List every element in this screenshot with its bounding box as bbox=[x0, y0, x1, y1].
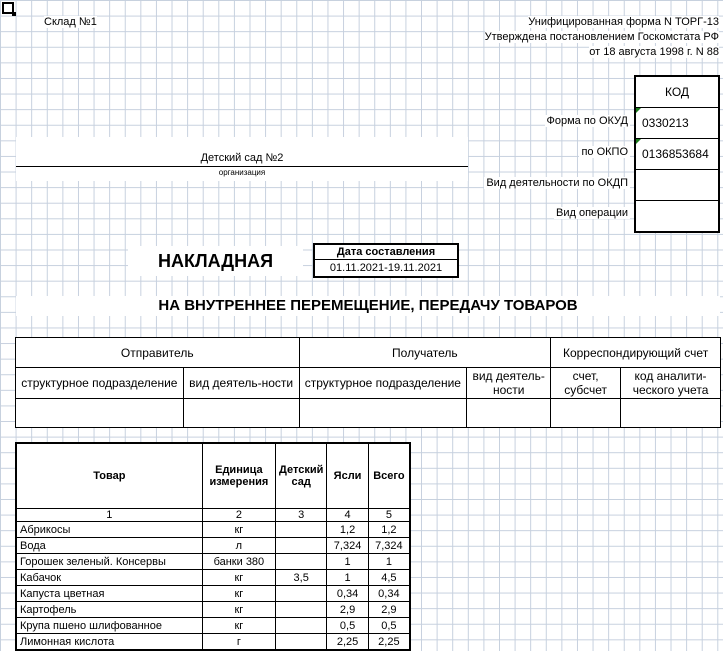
table-row bbox=[16, 602, 410, 618]
nursery-qty-cell[interactable]: 2,25 bbox=[327, 634, 368, 651]
total-qty-cell[interactable]: 2,9 bbox=[368, 602, 410, 618]
total-qty-cell[interactable]: 1 bbox=[368, 554, 410, 570]
unit-cell[interactable]: кг bbox=[202, 586, 275, 602]
table-row bbox=[16, 586, 410, 602]
operation-code-cell[interactable] bbox=[636, 201, 718, 231]
kindergarten-qty-cell[interactable] bbox=[276, 538, 327, 554]
table-row bbox=[16, 554, 410, 570]
nursery-qty-cell[interactable]: 2,9 bbox=[327, 602, 368, 618]
col-header-product: Товар bbox=[16, 443, 202, 509]
code-header: КОД bbox=[636, 77, 718, 108]
okud-label: Форма по ОКУД bbox=[546, 115, 628, 127]
col-header-nursery: Ясли bbox=[327, 443, 368, 509]
account-sub-cell[interactable] bbox=[551, 399, 621, 428]
table-row bbox=[16, 570, 410, 586]
kindergarten-qty-cell[interactable]: 3,5 bbox=[276, 570, 327, 586]
goods-table bbox=[15, 442, 411, 651]
product-name-cell[interactable]: Лимонная кислота bbox=[16, 634, 202, 651]
document-subtitle: НА ВНУТРЕННЕЕ ПЕРЕМЕЩЕНИЕ, ПЕРЕДАЧУ ТОВАРОВ bbox=[16, 296, 720, 316]
unit-cell[interactable]: кг bbox=[202, 570, 275, 586]
okpo-code-cell[interactable]: 0136853684 bbox=[636, 139, 718, 170]
product-name-cell[interactable]: Крупа пшено шлифованное bbox=[16, 618, 202, 634]
date-value[interactable]: 01.11.2021-19.11.2021 bbox=[329, 262, 443, 274]
routing-table bbox=[15, 337, 721, 428]
total-qty-cell[interactable]: 4,5 bbox=[368, 570, 410, 586]
receiver-activity-header: вид деятель-ности bbox=[467, 368, 551, 399]
code-box bbox=[634, 75, 720, 233]
col-number-3: 3 bbox=[276, 509, 327, 522]
total-qty-cell[interactable]: 7,324 bbox=[368, 538, 410, 554]
table-row bbox=[16, 618, 410, 634]
unit-cell[interactable]: банки 380 bbox=[202, 554, 275, 570]
kindergarten-qty-cell[interactable] bbox=[276, 602, 327, 618]
total-qty-cell[interactable]: 0,5 bbox=[368, 618, 410, 634]
okud-code-cell[interactable]: 0330213 bbox=[636, 108, 718, 139]
okdp-label: Вид деятельности по ОКДП bbox=[486, 177, 628, 189]
sender-header: Отправитель bbox=[16, 338, 300, 368]
sender-activity-header: вид деятель-ности bbox=[183, 368, 299, 399]
sender-unit-cell[interactable] bbox=[16, 399, 184, 428]
col-number-4: 4 bbox=[327, 509, 368, 522]
nursery-qty-cell[interactable]: 1 bbox=[327, 570, 368, 586]
col-number-1: 1 bbox=[16, 509, 202, 522]
date-label: Дата составления bbox=[315, 245, 457, 260]
col-number-5: 5 bbox=[368, 509, 410, 522]
unit-cell[interactable]: л bbox=[202, 538, 275, 554]
col-header-kindergarten: Детский сад bbox=[276, 443, 327, 509]
cell-selection-handle[interactable] bbox=[2, 2, 14, 14]
product-name-cell[interactable]: Вода bbox=[16, 538, 202, 554]
nursery-qty-cell[interactable]: 0,5 bbox=[327, 618, 368, 634]
col-header-total: Всего bbox=[368, 443, 410, 509]
product-name-cell[interactable]: Абрикосы bbox=[16, 522, 202, 538]
total-qty-cell[interactable]: 1,2 bbox=[368, 522, 410, 538]
operation-label: Вид операции bbox=[556, 207, 628, 219]
receiver-unit-header: структурное подразделение bbox=[299, 368, 467, 399]
product-name-cell[interactable]: Горошек зеленый. Консервы bbox=[16, 554, 202, 570]
sender-unit-header: структурное подразделение bbox=[16, 368, 184, 399]
receiver-unit-cell[interactable] bbox=[299, 399, 467, 428]
total-qty-cell[interactable]: 0,34 bbox=[368, 586, 410, 602]
unit-cell[interactable]: кг bbox=[202, 522, 275, 538]
organization-block bbox=[16, 137, 468, 181]
nursery-qty-cell[interactable]: 1,2 bbox=[327, 522, 368, 538]
okpo-label: по ОКПО bbox=[581, 146, 628, 158]
nursery-qty-cell[interactable]: 0,34 bbox=[327, 586, 368, 602]
document-title: НАКЛАДНАЯ bbox=[128, 246, 303, 276]
product-name-cell[interactable]: Капуста цветная bbox=[16, 586, 202, 602]
form-line-3: от 18 августа 1998 г. N 88 bbox=[589, 46, 719, 58]
account-header: Корреспондирующий счет bbox=[551, 338, 721, 368]
kindergarten-qty-cell[interactable] bbox=[276, 554, 327, 570]
table-row bbox=[16, 538, 410, 554]
unit-cell[interactable]: г bbox=[202, 634, 275, 651]
table-row bbox=[16, 634, 410, 651]
organization-caption: организация bbox=[218, 168, 266, 177]
receiver-header: Получатель bbox=[299, 338, 551, 368]
nursery-qty-cell[interactable]: 7,324 bbox=[327, 538, 368, 554]
sender-activity-cell[interactable] bbox=[183, 399, 299, 428]
organization-name[interactable]: Детский сад №2 bbox=[200, 152, 284, 164]
date-box bbox=[313, 243, 459, 278]
okdp-code-cell[interactable] bbox=[636, 170, 718, 201]
warehouse-label: Склад №1 bbox=[44, 16, 97, 28]
unit-cell[interactable]: кг bbox=[202, 618, 275, 634]
kindergarten-qty-cell[interactable] bbox=[276, 634, 327, 651]
col-number-2: 2 bbox=[202, 509, 275, 522]
account-sub-header: счет, субсчет bbox=[551, 368, 621, 399]
product-name-cell[interactable]: Картофель bbox=[16, 602, 202, 618]
analytic-code-header: код аналити-ческого учета bbox=[621, 368, 721, 399]
product-name-cell[interactable]: Кабачок bbox=[16, 570, 202, 586]
table-row bbox=[16, 522, 410, 538]
unit-cell[interactable]: кг bbox=[202, 602, 275, 618]
col-header-unit: Единица измерения bbox=[202, 443, 275, 509]
total-qty-cell[interactable]: 2,25 bbox=[368, 634, 410, 651]
kindergarten-qty-cell[interactable] bbox=[276, 618, 327, 634]
kindergarten-qty-cell[interactable] bbox=[276, 522, 327, 538]
analytic-code-cell[interactable] bbox=[621, 399, 721, 428]
nursery-qty-cell[interactable]: 1 bbox=[327, 554, 368, 570]
form-line-2: Утверждена постановлением Госкомстата РФ bbox=[484, 31, 719, 43]
form-line-1: Унифицированная форма N ТОРГ-13 bbox=[528, 16, 719, 28]
kindergarten-qty-cell[interactable] bbox=[276, 586, 327, 602]
receiver-activity-cell[interactable] bbox=[467, 399, 551, 428]
